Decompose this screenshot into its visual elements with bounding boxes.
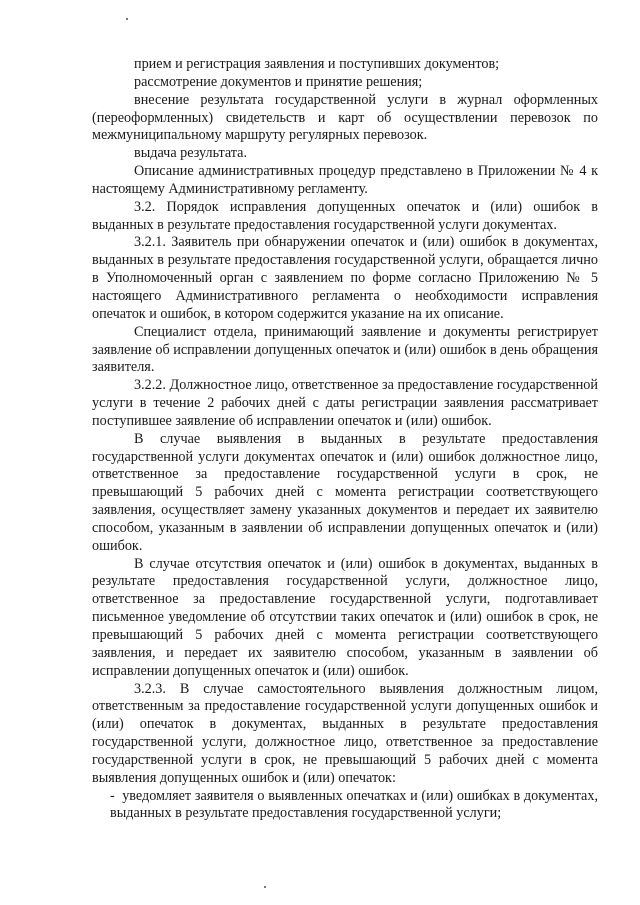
paragraph: Специалист отдела, принимающий заявление и документы регистрирует заявление об исправлении допущенных опечаток и (или) ошибок в день обращения заявителя. — [92, 323, 598, 376]
paragraph: 3.2. Порядок исправления допущенных опечаток и (или) ошибок в выданных в результате предоставления государственной услуги документах. — [92, 198, 598, 233]
scan-speck — [264, 886, 266, 888]
paragraph: В случае выявления в выданных в результате предоставления государственной услуги документах опечаток и (или) ошибок должностное лицо, ответственное за предоставление государственной услуги в срок, не превышающий 5 рабочих дней с момента регистрации соответствующего заявления, осуществляет замену указанных документов и передает их заявителю способом, указанным в заявлении об исправлении допущенных опечаток и (или) ошибок. — [92, 430, 598, 554]
paragraph: 3.2.1. Заявитель при обнаружении опечаток и (или) ошибок в документах, выданных в результате предоставления государственной услуги, обращается лично в Уполномоченный орган с заявлением по форме согласно Приложению № 5 настоящего Административного регламента о необходимости исправления опечаток и ошибок, в котором содержится указание на их описание. — [92, 234, 598, 322]
list-item: - уведомляет заявителя о выявленных опечатках и (или) ошибках в документах, выданных в результате предоставления государственной услуги; — [92, 788, 598, 824]
document-body — [92, 56, 598, 823]
paragraph: выдача результата. — [134, 145, 248, 162]
paragraph: 3.2.3. В случае самостоятельного выявления должностным лицом, ответственным за предоставление государственной услуги допущенных ошибок и (или) опечаток в документах, выданных в результате предоставления государственной услуги, должностное лицо, ответственное за предоставление государственной услуги в срок, не превышающий 5 рабочих дней с момента выявления допущенных ошибок и (или) опечаток: — [92, 680, 598, 786]
paragraph: 3.2.2. Должностное лицо, ответственное за предоставление государственной услуги в течение 2 рабочих дней с даты регистрации заявления рассматривает поступившее заявление об исправлении опечаток и (или) ошибок. — [92, 377, 598, 429]
paragraph: внесение результата государственной услуги в журнал оформленных (переоформленных) свидетельств и карт об осуществлении перевозок по межмуниципальному маршруту регулярных перевозок. — [92, 91, 598, 144]
paragraph: В случае отсутствия опечаток и (или) ошибок в документах, выданных в результате предоставления государственной услуги, должностное лицо, ответственное за предоставление государственной услуги, подготавливает письменное уведомление об отсутствии таких опечаток и (или) ошибок в срок, не превышающий 5 рабочих дней с момента регистрации соответствующего заявления, и передает их заявителю способом, указанным в заявлении об исправлении допущенных опечаток и (или) ошибок. — [92, 555, 598, 679]
paragraph: Описание административных процедур представлено в Приложении № 4 к настоящему Административному регламенту. — [92, 163, 598, 197]
paragraph: прием и регистрация заявления и поступивших документов; — [134, 56, 500, 72]
scan-speck — [126, 18, 128, 20]
paragraph: рассмотрение документов и принятие решения; — [134, 73, 423, 90]
